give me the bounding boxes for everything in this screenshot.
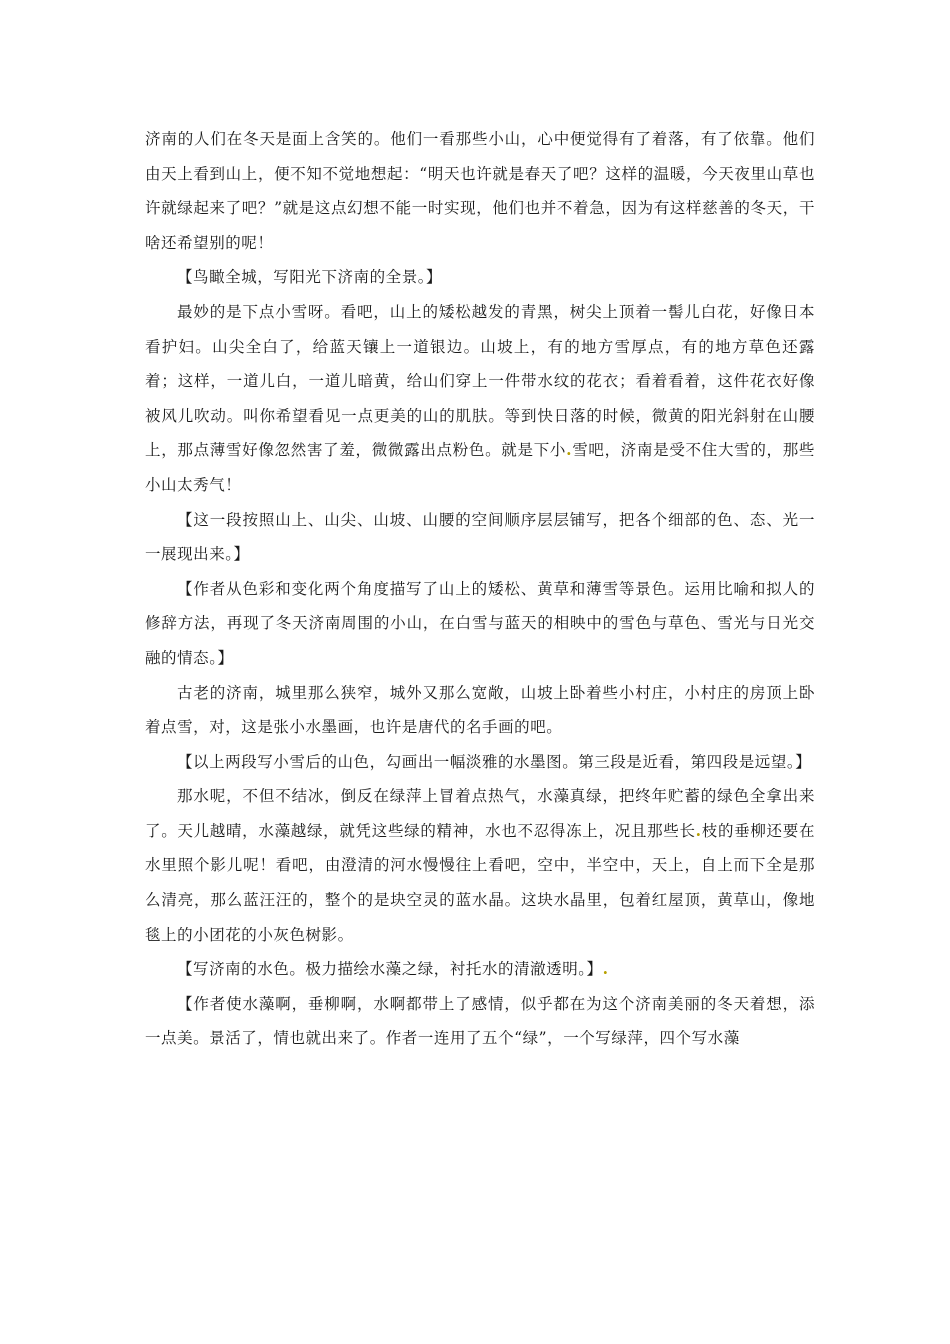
document-page [145,122,815,1056]
paragraph-light-snow [145,295,815,503]
annotation-emotion: 【作者使水藻啊，垂柳啊，水啊都带上了感情，似乎都在为这个济南美丽的冬天着想，添一点美。景活了，情也就出来了。作者一连用了五个“绿”，一个写绿萍，四个写水藻 [145,994,815,1048]
paragraph-water-part2: 枝的垂柳还要在水里照个影儿呢！看吧，由澄清的河水慢慢往上看吧，空中，半空中，天上，自上而下全是那么清亮，那么蓝汪汪的，整个的是块空灵的蓝水晶。这块水晶里，包着红屋顶，黄草山，像地毯上的小团花的小灰色树影。 [145,821,815,944]
mark-dot: . [695,820,702,840]
mark-dot: . [566,440,573,460]
paragraph-light-snow-part1: 最妙的是下点小雪呀。看吧，山上的矮松越发的青黑，树尖上顶着一髻儿白花，好像日本看护妇。山尖全白了，给蓝天镶上一道银边。山坡上，有的地方雪厚点，有的地方草色还露着；这样，一道儿白，一道儿暗黄，给山们穿上一件带水纹的花衣；看着看着，这件花衣好像被风儿吹动。叫你希望看见一点更美的山的肌肤。等到快日落的时候，微黄的阳光斜射在山腰上，那点薄雪好像忽然害了羞，微微露出点粉色。就是下小 [145,302,815,460]
annotation-water-color [145,952,815,987]
annotation-ink-painting: 【以上两段写小雪后的山色，勾画出一幅淡雅的水墨图。第三段是近看，第四段是远望。】 [177,752,812,771]
paragraph-water-part1: 那水呢，不但不结冰，倒反在绿萍上冒着点热气，水藻真绿，把终年贮蓄的绿色全拿出来了。天儿越晴，水藻越绿，就凭这些绿的精神，水也不忍得冻上，况且那些长 [145,787,815,840]
paragraph-old-jinan: 古老的济南，城里那么狭窄，城外又那么宽敞，山坡上卧着些小村庄，小村庄的房顶上卧着点雪，对，这是张小水墨画，也许是唐代的名手画的吧。 [145,683,815,737]
mark-dot: . [602,959,609,979]
paragraph-light-snow-part2: 雪吧，济南是受不住大雪的，那些小山太秀气！ [145,441,815,494]
annotation-water-color-text: 【写济南的水色。极力描绘水藻之绿，衬托水的清澈透明。】 [177,960,603,979]
paragraph-water [145,779,815,952]
annotation-color-change: 【作者从色彩和变化两个角度描写了山上的矮松、黄草和薄雪等景色。运用比喻和拟人的修辞方法，再现了冬天济南周围的小山，在白雪与蓝天的相映中的雪色与草色、雪光与日光交融的情态。】 [145,579,815,667]
paragraph-people-smile: 济南的人们在冬天是面上含笑的。他们一看那些小山，心中便觉得有了着落，有了依靠。他们由天上看到山上，便不知不觉地想起：“明天也许就是春天了吧？这样的温暖，今天夜里山草也许就绿起来了吧？”就是这点幻想不能一时实现，他们也并不着急，因为有这样慈善的冬天，干啥还希望别的呢！ [145,130,815,252]
annotation-city-overview: 【鸟瞰全城，写阳光下济南的全景。】 [177,268,443,287]
annotation-spatial-order: 【这一段按照山上、山尖、山坡、山腰的空间顺序层层铺写，把各个细部的色、态、光一一展现出来。】 [145,510,815,564]
